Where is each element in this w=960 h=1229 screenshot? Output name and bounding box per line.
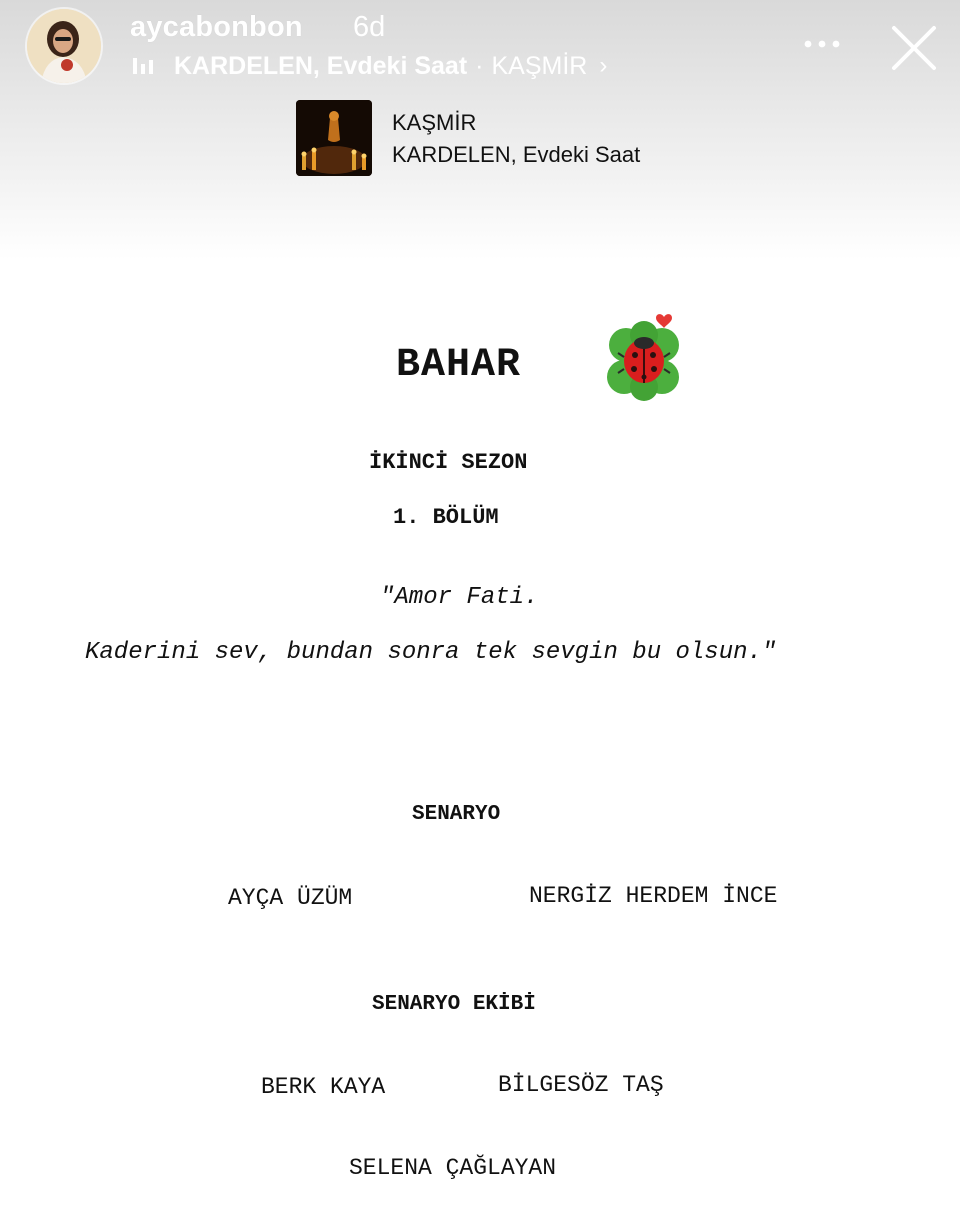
story-time-ago: 6d (353, 11, 386, 43)
music-separator: · (475, 51, 484, 80)
team-heading: SENARYO EKİBİ (372, 993, 536, 1016)
music-artist: KARDELEN, Evdeki Saat (174, 51, 468, 80)
screenplay-heading: SENARYO (412, 803, 501, 826)
writer-name: AYÇA ÜZÜM (228, 885, 353, 911)
writer-name: NERGİZ HERDEM İNCE (529, 883, 778, 909)
clover-ladybug-icon (596, 303, 692, 407)
music-song: KAŞMİR (491, 51, 588, 80)
username[interactable]: aycabonbon (130, 11, 303, 43)
team-member-name: SELENA ÇAĞLAYAN (349, 1155, 557, 1181)
song-artist: KARDELEN, Evdeki Saat (392, 142, 641, 167)
chevron-right-icon: › (599, 52, 608, 79)
team-member-name: BİLGESÖZ TAŞ (498, 1072, 664, 1098)
team-member-name: BERK KAYA (261, 1074, 386, 1100)
season-label: İKİNCİ SEZON (369, 450, 528, 475)
song-title: KAŞMİR (392, 110, 477, 135)
quote-line-2: Kaderini sev, bundan sonra tek sevgin bu olsun." (85, 639, 777, 666)
page-title: BAHAR (396, 343, 522, 388)
quote-line-1: "Amor Fati. (380, 584, 539, 611)
episode-label: 1. BÖLÜM (393, 505, 499, 530)
